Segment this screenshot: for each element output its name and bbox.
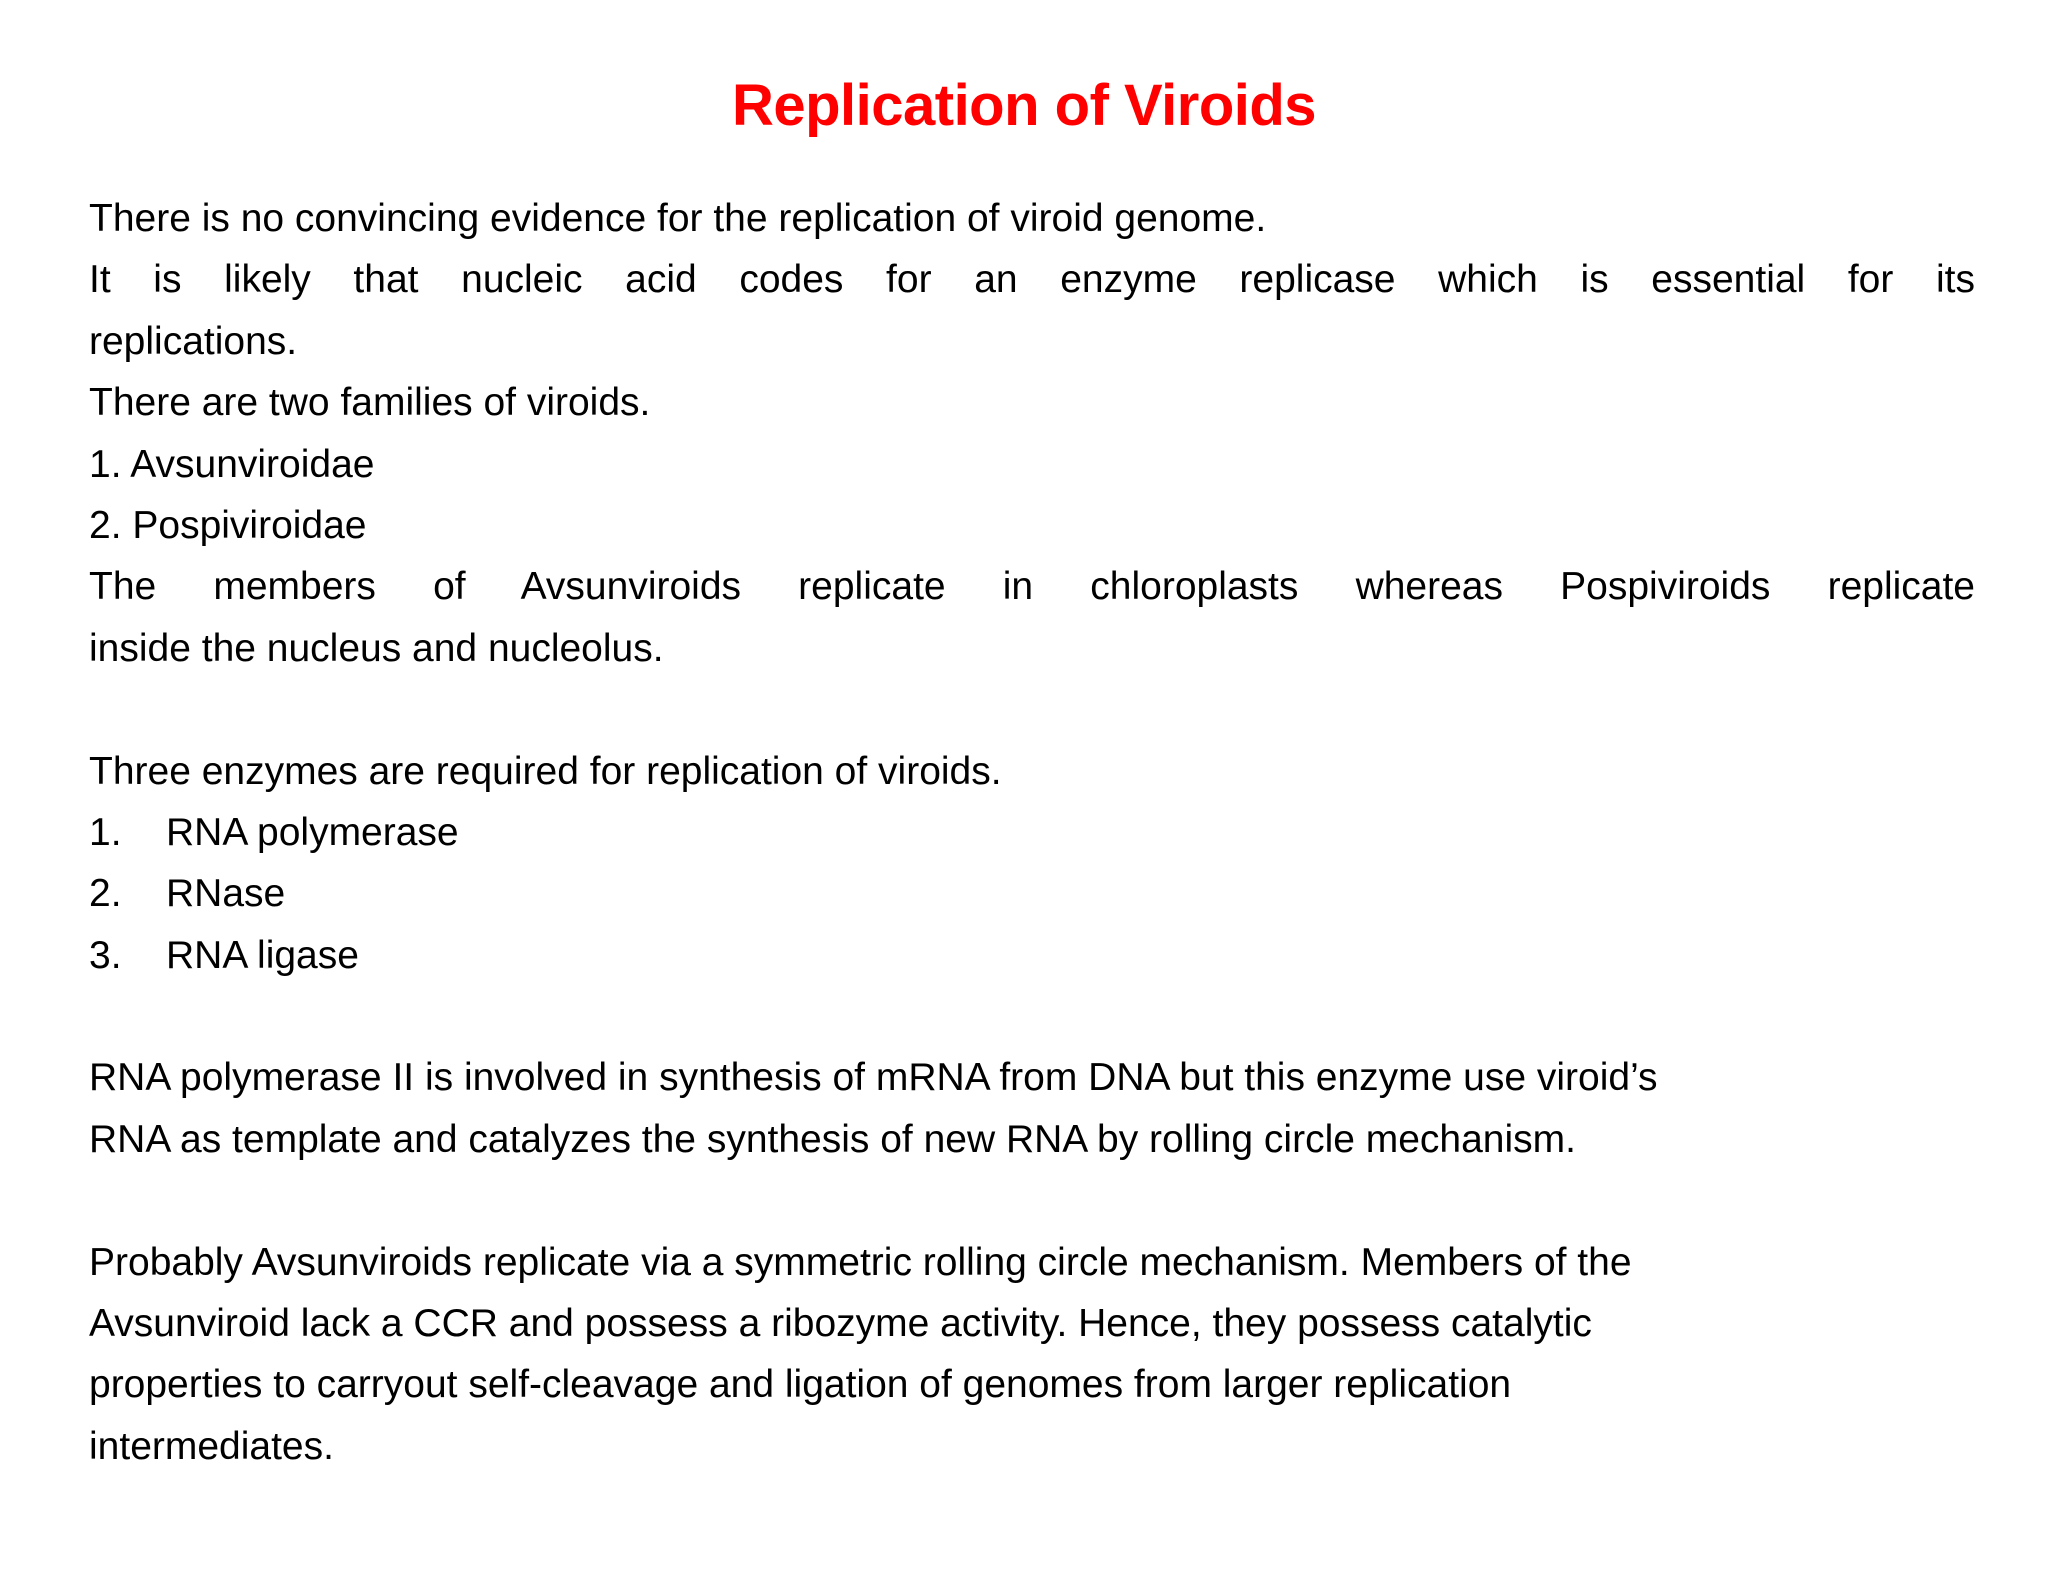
list-number: 2. [89,872,122,916]
text-line: inside the nucleus and nucleolus. [89,626,664,670]
enzyme-label: RNA ligase [166,933,359,977]
text-line: The members of Avsunviroids replicate in chloroplasts whereas Pospiviroids replicate [89,565,1975,609]
family-item: 1. Avsunviroidae [89,442,375,486]
spacer [89,986,1975,1047]
enzyme-item [89,863,1975,924]
enzyme-label: RNase [166,872,286,916]
text-line: intermediates. [89,1424,334,1468]
enzyme-item [89,802,1975,863]
slide-body [89,188,1975,1477]
family-item: 2. Pospiviroidae [89,503,367,547]
text-line: There are two families of viroids. [89,381,651,425]
slide-title: Replication of Viroids [731,73,1317,138]
spacer [89,1170,1975,1231]
text-line: Three enzymes are required for replication of viroids. [89,749,1002,793]
text-line: replications. [89,319,298,363]
enzyme-item [89,925,1975,986]
text-line: RNA polymerase II is involved in synthesis of mRNA from DNA but this enzyme use viroid’s [89,1056,1658,1100]
text-line: It is likely that nucleic acid codes for an enzyme replicase which is essential for its [89,258,1975,302]
spacer [89,679,1975,740]
list-number: 3. [89,933,122,977]
text-line: There is no convincing evidence for the replication of viroid genome. [89,197,1267,240]
list-number: 1. [89,810,122,854]
text-line: Probably Avsunviroids replicate via a symmetric rolling circle mechanism. Members of the [89,1240,1632,1284]
text-line: Avsunviroid lack a CCR and possess a ribozyme activity. Hence, they possess catalytic [89,1302,1592,1346]
text-line: RNA as template and catalyzes the synthesis of new RNA by rolling circle mechanism. [89,1117,1576,1161]
text-line: properties to carryout self-cleavage and ligation of genomes from larger replication [89,1363,1512,1407]
enzyme-label: RNA polymerase [166,810,459,854]
